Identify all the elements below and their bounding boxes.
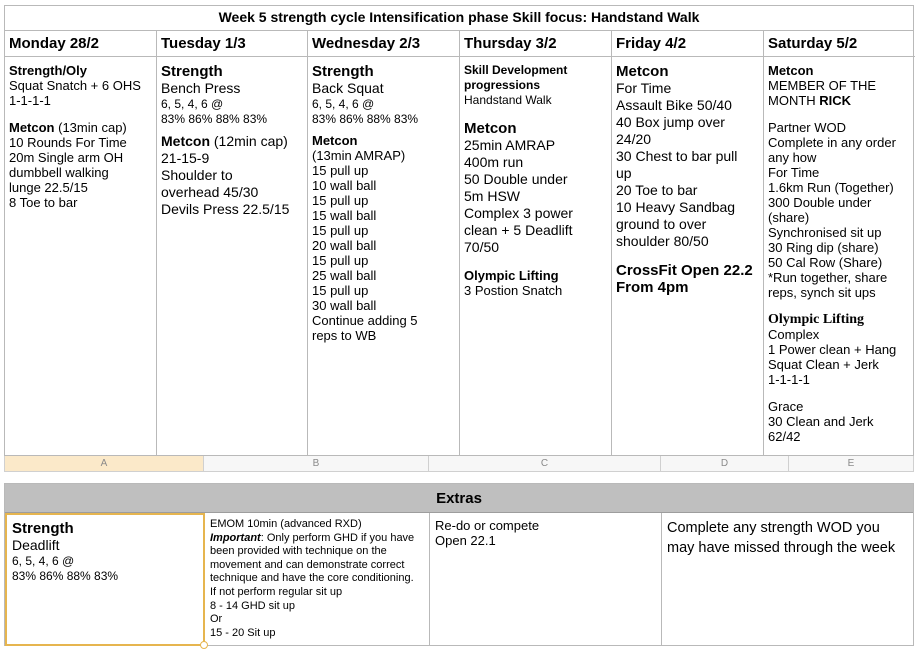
day-header-saturday: Saturday 5/2 [764,31,915,57]
week-schedule-table [4,30,914,456]
extras-cell-missed[interactable] [662,513,914,646]
day-header-tuesday: Tuesday 1/3 [157,31,307,57]
workout-line: 6, 5, 4, 6 @ [161,97,224,111]
workout-line: 10 Rounds For Time [9,135,127,150]
section-title: Metcon [312,133,358,148]
workout-line: 15 pull up [312,163,369,178]
section-title: Metcon [768,63,814,78]
workout-line: ground to over [616,216,707,232]
workout-line: 62/42 [768,429,801,444]
day-column-saturday[interactable] [764,31,915,455]
workout-line: Open 22.1 [435,533,496,548]
column-letter-bar [4,456,914,472]
day-header-wednesday: Wednesday 2/3 [308,31,459,57]
section-title: Metcon [616,63,669,80]
section-title: Skill Development [464,63,568,77]
workout-line: Grace [768,399,804,414]
workout-line: 24/20 [616,131,652,147]
workout-line: Assault Bike 50/40 [616,97,732,113]
workout-line: (share) [768,210,810,225]
workout-line: 15 pull up [312,193,369,208]
workout-line: 10 Heavy Sandbag [616,199,736,215]
workout-line: 3 Postion Snatch [464,283,563,298]
workout-line: 83% 86% 88% 83% [161,112,268,126]
workout-line: If not perform regular sit up [210,585,343,598]
workout-line: any how [768,150,817,165]
workout-line: Or [210,613,223,626]
lift-name: Deadlift [12,537,60,553]
workout-line: 6, 5, 4, 6 @ [12,554,75,568]
workout-line: 20m Single arm OH [9,150,124,165]
workout-line: 30 Chest to bar pull [616,148,738,164]
workout-line [768,93,911,108]
workout-line: Synchronised sit up [768,225,882,240]
workout-line: 25min AMRAP [464,137,556,153]
important-note [210,532,424,586]
day-header-thursday: Thursday 3/2 [460,31,611,57]
workout-line: 40 Box jump over [616,114,725,130]
workout-line: 21-15-9 [161,150,210,166]
column-letter-b[interactable]: B [204,456,429,471]
member-label: MONTH [768,93,820,108]
workout-line: 30 Ring dip (share) [768,240,879,255]
day-column-wednesday[interactable] [308,31,460,455]
workout-line: 1-1-1-1 [9,93,51,108]
workout-line: For Time [616,80,672,96]
workout-line: 30 wall ball [312,298,377,313]
workout-line: For Time [768,165,820,180]
day-body-wednesday[interactable] [308,57,459,343]
workout-line: 15 pull up [312,223,369,238]
workout-line: Handstand Walk [464,93,552,107]
column-letter-a[interactable]: A [5,456,204,471]
extras-header[interactable]: Extras [5,484,913,513]
day-body-monday[interactable] [5,57,156,210]
workout-line: 83% 86% 88% 83% [12,569,119,583]
day-header-monday: Monday 28/2 [5,31,156,57]
workout-line: 83% 86% 88% 83% [312,112,419,126]
workout-line: 1.6km Run (Together) [768,180,894,195]
column-letter-d[interactable]: D [661,456,789,471]
workout-line: 10 wall ball [312,178,377,193]
section-title: CrossFit Open 22.2 [616,262,753,279]
workout-line: Devils Press 22.5/15 [161,201,290,217]
workout-line: 300 Double under [768,195,872,210]
workout-line: Squat Clean + Jerk [768,357,879,372]
workout-note: Complete any strength WOD you may have missed through the week [667,520,896,556]
workout-line: up [616,165,632,181]
workout-line: 15 pull up [312,283,369,298]
day-body-saturday[interactable] [764,57,915,455]
extras-cell-open[interactable] [430,513,662,646]
workout-line: reps to WB [312,328,377,343]
member-name: RICK [819,93,852,108]
section-title: Metcon [464,120,517,137]
workout-line: dumbbell walking [9,165,109,180]
workout-line: overhead 45/30 [161,184,259,200]
workout-line: Squat Snatch + 6 OHS [9,78,141,93]
workout-line: 1 Power clean + Hang [768,342,897,357]
workout-line: Complete in any order [768,135,896,150]
workout-line: lunge 22.5/15 [9,180,88,195]
extras-cell-strength[interactable] [5,513,205,646]
section-title-row [9,120,152,135]
section-title: Strength/Oly [9,63,88,78]
section-title: Olympic Lifting [464,268,559,283]
sheet-title[interactable]: Week 5 strength cycle Intensification phase Skill focus: Handstand Walk [4,5,914,30]
section-title: Strength [12,520,74,537]
workout-line: 20 wall ball [312,238,377,253]
day-column-friday[interactable] [612,31,764,455]
workout-line: Complex [768,327,820,342]
workout-line: 20 Toe to bar [616,182,698,198]
section-title: Metcon [161,133,210,149]
day-column-monday[interactable] [5,31,157,455]
workout-line: 15 pull up [312,253,369,268]
extras-table [4,483,914,646]
section-title: From 4pm [616,279,689,296]
workout-line: Re-do or compete [435,518,540,533]
workout-line: 70/50 [464,239,500,255]
lift-name: Bench Press [161,80,241,96]
column-letter-c[interactable]: C [429,456,661,471]
important-label: Important [210,531,261,544]
workout-line: Complex 3 power [464,205,573,221]
workout-line: EMOM 10min (advanced RXD) [210,518,362,530]
important-text: : Only perform GHD if you have been provided with technique on the movement and can demonstrate correct technique and have the core conditioning. [210,531,415,585]
section-title: progressions [464,78,541,92]
day-column-thursday[interactable] [460,31,612,455]
workout-line: 25 wall ball [312,268,377,283]
extras-cell-emom[interactable] [205,513,430,646]
section-title-suffix: (13min cap) [54,120,127,135]
day-body-thursday[interactable] [460,57,611,298]
day-header-friday: Friday 4/2 [612,31,763,57]
workout-line: *Run together, share [768,270,888,285]
workout-line: 8 Toe to bar [9,195,78,210]
workout-line: reps, synch sit ups [768,285,876,300]
workout-line: 400m run [464,154,524,170]
workout-line: 5m HSW [464,188,520,204]
section-title-suffix: (12min cap) [210,133,288,149]
workout-line: 15 - 20 Sit up [210,626,276,639]
workout-line: Partner WOD [768,120,847,135]
workout-line: 50 Cal Row (Share) [768,255,883,270]
workout-line: Continue adding 5 [312,313,418,328]
day-column-tuesday[interactable] [157,31,308,455]
workout-line: clean + 5 Deadlift [464,222,573,238]
workout-line: MEMBER OF THE [768,78,877,93]
section-title: Strength [161,63,223,80]
day-body-friday[interactable] [612,57,763,296]
workout-line: (13min AMRAP) [312,148,406,163]
section-title-row [161,133,303,150]
section-title: Metcon [9,120,55,135]
workout-line: 8 - 14 GHD sit up [210,599,295,612]
section-title: Olympic Lifting [768,312,865,327]
workout-line: 30 Clean and Jerk [768,414,874,429]
lift-name: Back Squat [312,80,384,96]
workout-line: 6, 5, 4, 6 @ [312,97,375,111]
workout-line: 1-1-1-1 [768,372,810,387]
workout-line: 15 wall ball [312,208,377,223]
workout-line: shoulder 80/50 [616,233,709,249]
workout-line: 50 Double under [464,171,568,187]
column-letter-e[interactable]: E [847,458,855,469]
workout-line: Shoulder to [161,167,233,183]
section-title: Strength [312,63,374,80]
day-body-tuesday[interactable] [157,57,307,218]
